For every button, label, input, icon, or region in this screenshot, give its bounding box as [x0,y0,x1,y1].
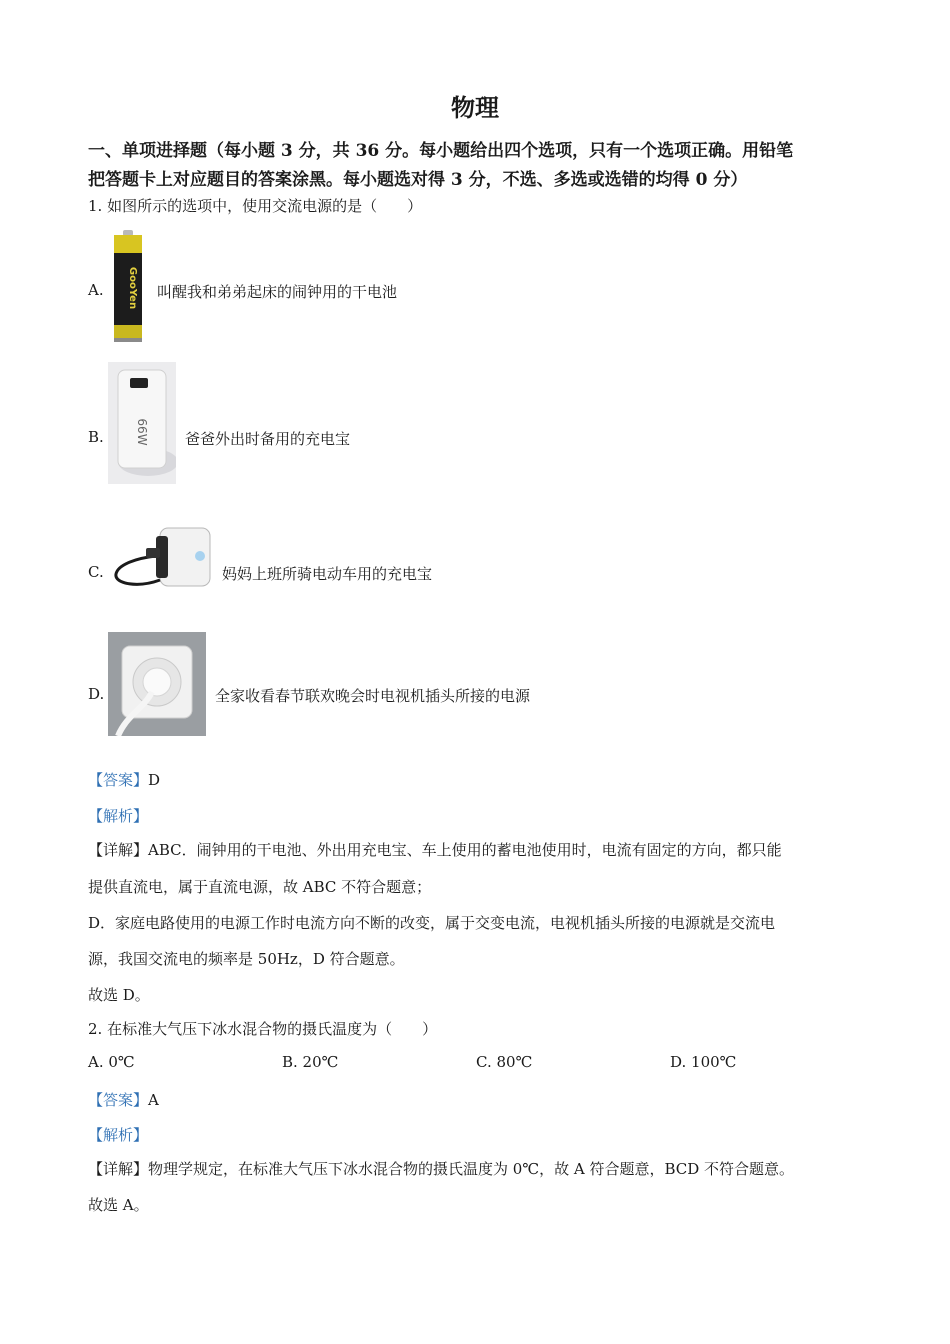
q1-option-c-letter: C. [88,563,104,581]
q1-detail-line4: 源，我国交流电的频率是 50Hz，D 符合题意。 [88,950,405,968]
q2-conclusion: 故选 A。 [88,1196,149,1214]
q2-option-a: A. 0℃ [88,1053,135,1071]
power-bank-label: 66W [135,418,149,446]
section-heading-line1: 一、单项进择题（每小题 3 分，共 36 分。每小题给出四个选项，只有一个选项正确。用铅笔 [88,141,794,161]
q2-answer-value: A [148,1091,159,1109]
q1-option-d-letter: D. [88,685,105,703]
page-title: 物理 [451,93,499,122]
q1-answer-tag: 【答案】 [88,771,149,789]
q1-option-d-text: 全家收看春节联欢晚会时电视机插头所接的电源 [215,687,531,705]
q1-detail-line2: 提供直流电，属于直流电源，故 ABC 不符合题意； [88,878,432,896]
q1-option-a-letter: A. [88,281,104,299]
q1-detail-text1: ABC．闹钟用的干电池、外出用充电宝、车上使用的蓄电池使用时，电流有固定的方向，都只能 [148,841,782,859]
section-heading-line2: 把答题卡上对应题目的答案涂黑。每小题选对得 3 分，不选、多选或选错的均得 0 分） [88,170,748,190]
q1-answer-value: D [148,771,161,789]
q2-answer-line [88,1089,159,1110]
q1-option-a-text: 叫醒我和弟弟起床的闹钟用的干电池 [157,283,398,301]
q1-stem: 1. 如图所示的选项中，使用交流电源的是（ ） [88,197,423,215]
q2-detail-tag: 【详解】 [88,1160,149,1178]
q2-option-d: D. 100℃ [670,1053,737,1071]
battery-image [108,228,148,344]
q2-stem: 2. 在标准大气压下冰水混合物的摄氏温度为（ ） [88,1020,438,1038]
q1-conclusion: 故选 D。 [88,986,150,1004]
q2-detail-line1 [88,1158,794,1179]
power-bank-image [108,362,176,484]
q1-option-c-text: 妈妈上班所骑电动车用的充电宝 [222,565,433,583]
q2-detail-text1: 物理学规定，在标准大气压下冰水混合物的摄氏温度为 0℃，故 A 符合题意，BCD 不符合题意。 [148,1160,795,1178]
q2-answer-tag: 【答案】 [88,1091,149,1109]
q2-analysis-tag: 【解析】 [88,1126,149,1144]
q1-detail-line1 [88,839,782,860]
ev-charger-image [108,522,214,592]
q1-option-b-text: 爸爸外出时备用的充电宝 [185,430,351,448]
q1-detail-line3: D．家庭电路使用的电源工作时电流方向不断的改变，属于交变电流，电视机插头所接的电源就是交流电 [88,914,776,932]
battery-brand-label: GooYen [127,266,138,310]
wall-socket-image [108,632,206,736]
q1-option-b-letter: B. [88,428,104,446]
q2-option-b: B. 20℃ [282,1053,339,1071]
q1-analysis-tag: 【解析】 [88,807,149,825]
q1-detail-tag: 【详解】 [88,841,149,859]
q2-option-c: C. 80℃ [476,1053,533,1071]
q1-answer-line [88,769,160,790]
